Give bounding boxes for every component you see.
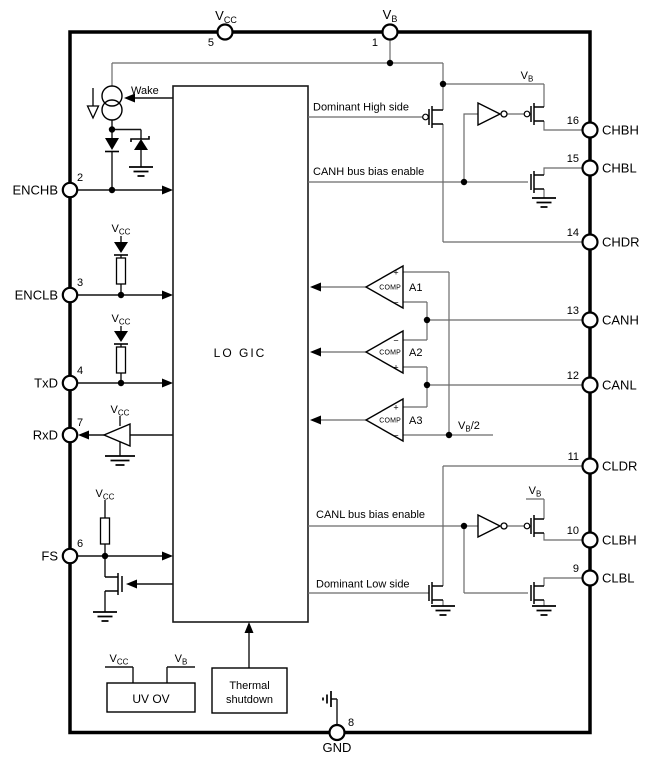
pin-number: 11 (567, 451, 579, 463)
pin-number: 16 (566, 115, 579, 127)
minus-sign: − (393, 297, 399, 308)
pin-label: CLBL (602, 570, 635, 586)
pin-fs (41, 538, 83, 564)
transistor-chbl (531, 171, 544, 193)
output-arrow-icon (310, 416, 321, 425)
buffer-triangle-icon (104, 424, 130, 446)
minus-sign: − (393, 430, 399, 441)
pin-number: 13 (566, 305, 579, 317)
pin-chbl (567, 153, 637, 176)
logic-block-label: LO GIC (213, 346, 267, 360)
inverter-high-side (478, 103, 507, 125)
pin-number: 8 (348, 717, 355, 729)
pin-number: 3 (77, 277, 84, 289)
pin-circle (63, 288, 77, 302)
wake-current-source (88, 85, 159, 120)
logic-input-arrows (162, 186, 173, 561)
pin-circle (63, 549, 77, 563)
inverter-bubble-icon (501, 111, 507, 117)
comparator-name: A1 (409, 282, 423, 294)
pin-number: 14 (566, 227, 579, 239)
pin-number: 9 (572, 563, 579, 575)
pin-label: ENCHB (12, 182, 58, 198)
fs-pulldown-transistor (105, 573, 137, 595)
gate-drive-arrow-icon (126, 580, 137, 589)
gate-bubble-icon (423, 114, 429, 120)
output-arrow-icon (310, 348, 321, 357)
pin-label: CHBL (602, 160, 637, 176)
pin-chdr (567, 227, 640, 250)
vcc-label: $V_{CC}$ (110, 404, 130, 418)
dominant-high-side-label: Dominant High side (313, 101, 409, 114)
transistor-clbl (531, 582, 544, 604)
wake-label: Wake (131, 85, 159, 97)
pin-label: RxD (32, 427, 58, 443)
pin-label: ENCLB (14, 287, 58, 303)
inverter-triangle-icon (478, 103, 500, 125)
pin-enchb (12, 172, 83, 198)
substrate-ground-symbol (323, 691, 331, 707)
pin-circle (583, 235, 598, 250)
pin-label: CHDR (602, 234, 640, 250)
thermal-label-line2: shutdown (225, 694, 274, 706)
resistor-icon (101, 518, 110, 544)
pin-label: GND (322, 740, 352, 755)
pin-circle (63, 428, 77, 442)
input-arrow-icon (162, 186, 173, 195)
canl-bias-enable-label: CANL bus bias enable (316, 509, 426, 521)
pin-circle (330, 725, 345, 740)
pin-number: 15 (566, 153, 579, 165)
pin-label: CANL (602, 377, 637, 393)
resistor-icon (117, 347, 126, 373)
pin-txd (34, 365, 83, 391)
transistor-clbh (524, 485, 544, 537)
pin-vcc (208, 8, 237, 49)
zener-diode-icon (134, 139, 148, 150)
pmos-icon (531, 515, 544, 537)
pin-enclb (15, 277, 83, 303)
pin-label: CHBH (602, 122, 639, 138)
pin-vb (372, 7, 398, 49)
pin-circle (583, 533, 598, 548)
pin-chbh (567, 115, 639, 138)
pin-number: 5 (207, 37, 214, 49)
vcc-label: $V_{CC}$ (111, 313, 131, 327)
dominant-low-side-label: Dominant Low side (316, 578, 410, 591)
output-arrow-icon (310, 283, 321, 292)
pin-circle (63, 183, 77, 197)
rxd-arrow-icon (78, 431, 89, 440)
gate-bubble-icon (524, 111, 530, 117)
enclb-pullup (112, 223, 131, 284)
comp-label: COMP (379, 284, 401, 292)
thermal-arrow-icon (245, 622, 254, 633)
vcc-label: $V_{CC}$ (109, 653, 129, 667)
pin-number: 10 (566, 525, 579, 537)
comp-label: COMP (379, 417, 401, 425)
pin-clbh (567, 525, 637, 548)
comparator-name: A3 (409, 415, 423, 427)
plus-sign: + (393, 362, 399, 373)
uvov-label: UV OV (132, 692, 170, 706)
pin-circle (383, 25, 398, 40)
pin-label: FS (41, 548, 58, 564)
pin-circle (583, 571, 598, 586)
package-outline (70, 32, 590, 733)
current-source-circle-bottom (102, 100, 122, 120)
pin-circle (583, 161, 598, 176)
pin-number: 7 (77, 417, 84, 429)
nmos-icon (531, 582, 544, 604)
pin-label: CANH (602, 312, 639, 328)
plus-sign: + (393, 267, 399, 278)
pin-rxd (33, 417, 83, 443)
vb-label: $V_B$ (174, 653, 188, 667)
nmos-icon (429, 582, 443, 604)
pin-circle (583, 123, 598, 138)
inverter-triangle-icon (478, 515, 500, 537)
logic-block (173, 86, 308, 622)
nmos-icon (105, 573, 122, 595)
comparator-name: A2 (409, 347, 423, 359)
diode-icon (105, 138, 119, 150)
vb2-reference-label: $V_B/2$ (458, 420, 480, 434)
pin-label: $V_B$ (382, 7, 398, 24)
uvov-block (107, 653, 195, 712)
transistor-chbh (521, 70, 544, 125)
pin-label: TxD (34, 375, 58, 391)
diode-icon (114, 331, 128, 342)
enchb-protection-diodes (105, 136, 149, 152)
vb-label: $V_B$ (528, 485, 542, 499)
pin-canl (567, 370, 637, 393)
gate-bubble-icon (524, 523, 530, 529)
diode-icon (114, 242, 128, 253)
pin-circle (63, 376, 77, 390)
pin-clbl (573, 563, 635, 586)
transistor-chdr-driver (423, 106, 443, 128)
canh-bias-enable-label: CANH bus bias enable (313, 166, 425, 178)
pmos-icon (531, 103, 544, 125)
pin-cldr (568, 451, 638, 474)
nmos-icon (531, 171, 544, 193)
pin-label: $V_{CC}$ (215, 8, 237, 25)
current-direction-arrow-icon (88, 106, 99, 118)
pin-gnd (323, 717, 355, 755)
plus-sign: + (393, 402, 399, 413)
pmos-icon (429, 106, 443, 128)
pin-label: CLBH (602, 532, 637, 548)
pin-canh (567, 305, 639, 328)
minus-sign: − (393, 335, 399, 346)
pin-number: 1 (371, 37, 378, 49)
rxd-output-buffer (78, 404, 130, 446)
vb-label: $V_B$ (520, 70, 534, 84)
thermal-label-line1: Thermal (229, 680, 270, 692)
inverter-bubble-icon (501, 523, 507, 529)
transistor-cldr-driver (429, 582, 443, 604)
pin-circle (218, 25, 233, 40)
pin-number: 2 (77, 172, 84, 184)
pin-label: CLDR (602, 458, 638, 474)
input-arrow-icon (162, 379, 173, 388)
resistor-icon (117, 258, 126, 284)
input-arrow-icon (162, 552, 173, 561)
inverter-low-side (478, 515, 507, 537)
pin-circle (583, 459, 598, 474)
ground-icon (323, 691, 331, 707)
vcc-label: $V_{CC}$ (111, 223, 131, 237)
pin-circle (583, 378, 598, 393)
pin-number: 6 (77, 538, 84, 550)
txd-pullup (112, 313, 131, 373)
pin-number: 12 (566, 370, 579, 382)
pin-number: 4 (77, 365, 84, 377)
vcc-label: $V_{CC}$ (95, 488, 115, 502)
comp-label: COMP (379, 349, 401, 357)
pin-circle (583, 313, 598, 328)
input-arrow-icon (162, 291, 173, 300)
